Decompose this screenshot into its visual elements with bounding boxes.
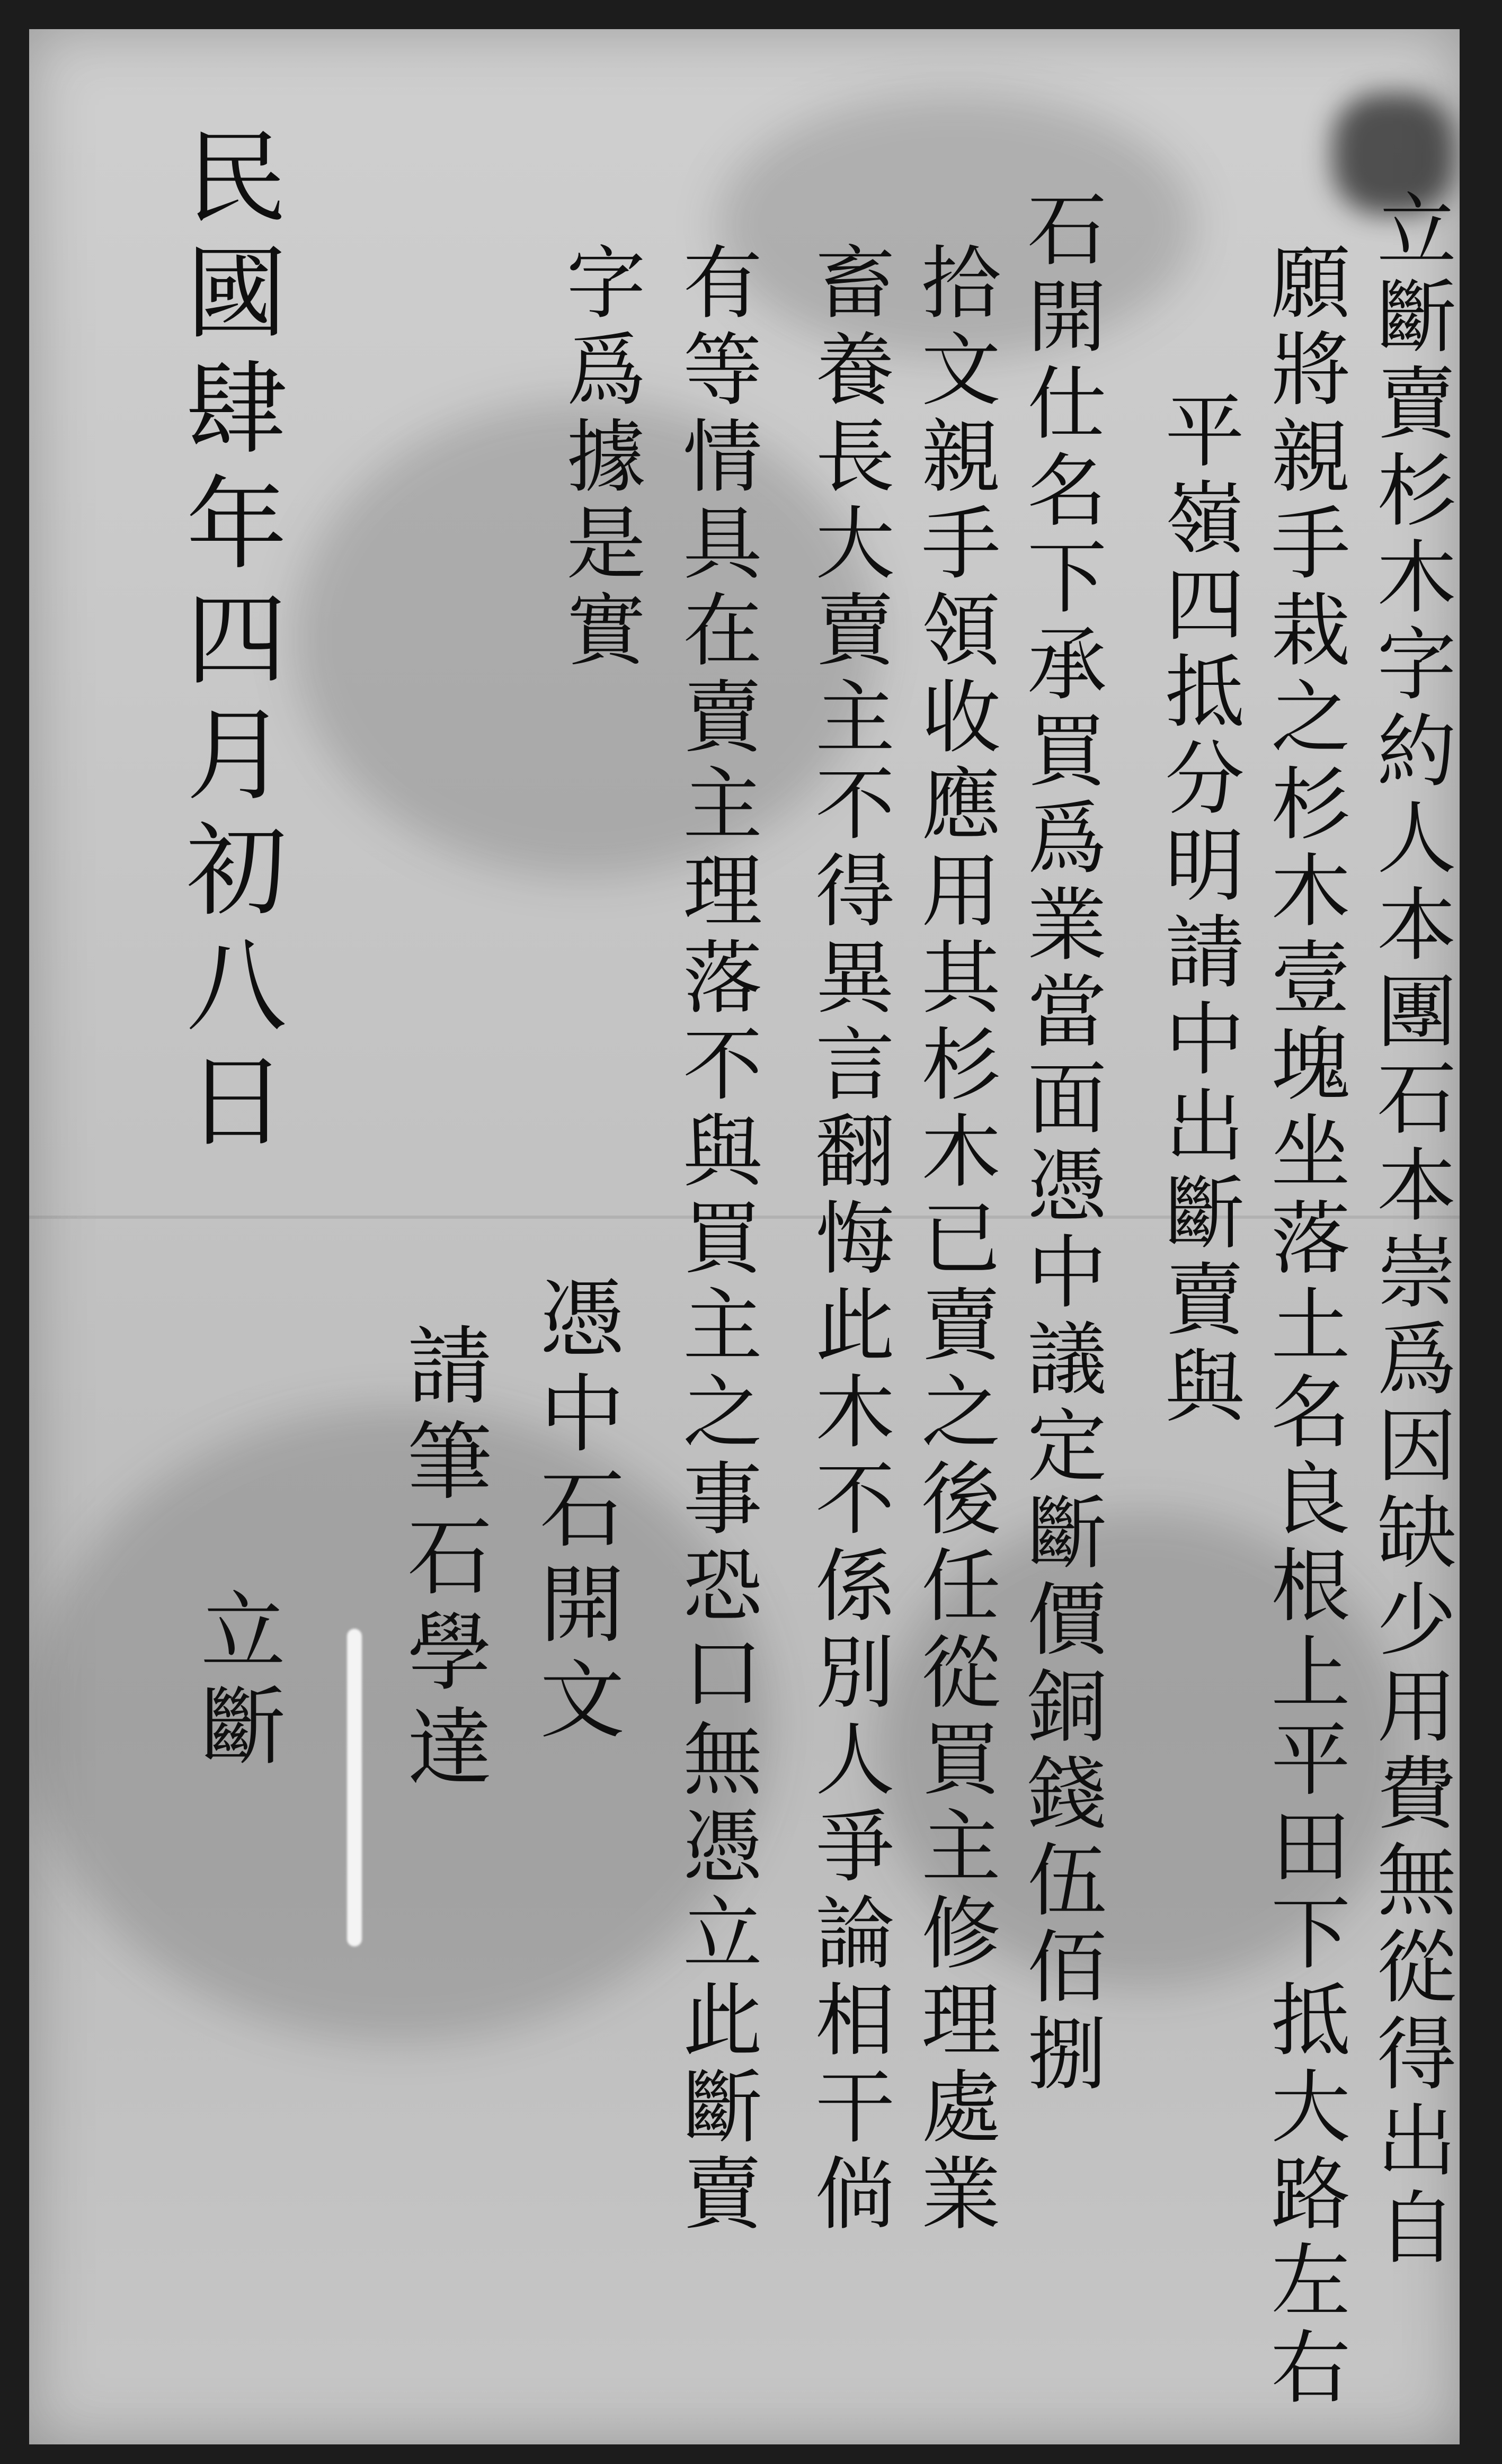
document-page — [29, 29, 1460, 2444]
contract-line-8: 字爲據是實 — [553, 241, 645, 675]
contract-line-1: 立斷賣杉木字約人本團石本崇爲因缺少用費無從得出自 — [1363, 188, 1455, 2273]
witness-line: 憑中石開文 — [526, 1274, 625, 1751]
paper-tear — [347, 1629, 362, 1947]
contract-line-2: 願將親手栽之杉木壹塊坐落土名良根上平田下抵大路左右 — [1257, 241, 1349, 2413]
signature-line: 立斷 — [186, 1586, 286, 1777]
contract-line-5: 拾文親手領收應用其杉木已賣之後任從買主修理處業 — [908, 241, 1000, 2239]
contract-line-4: 石開仕名下承買爲業當面憑中議定斷價銅錢伍佰捌 — [1014, 188, 1106, 2099]
date-line: 民國肆年四月初八日 — [170, 124, 287, 1164]
scribe-line: 請筆石學達 — [393, 1322, 492, 1798]
contract-line-7: 有等情具在賣主理落不與買主之事恐口無憑立此斷賣 — [669, 241, 761, 2239]
contract-line-6: 畜養長大賣主不得異言翻悔此木不係別人爭論相干倘 — [802, 241, 894, 2239]
contract-line-3: 平嶺四抵分明請中出斷賣與 — [1151, 389, 1243, 1432]
